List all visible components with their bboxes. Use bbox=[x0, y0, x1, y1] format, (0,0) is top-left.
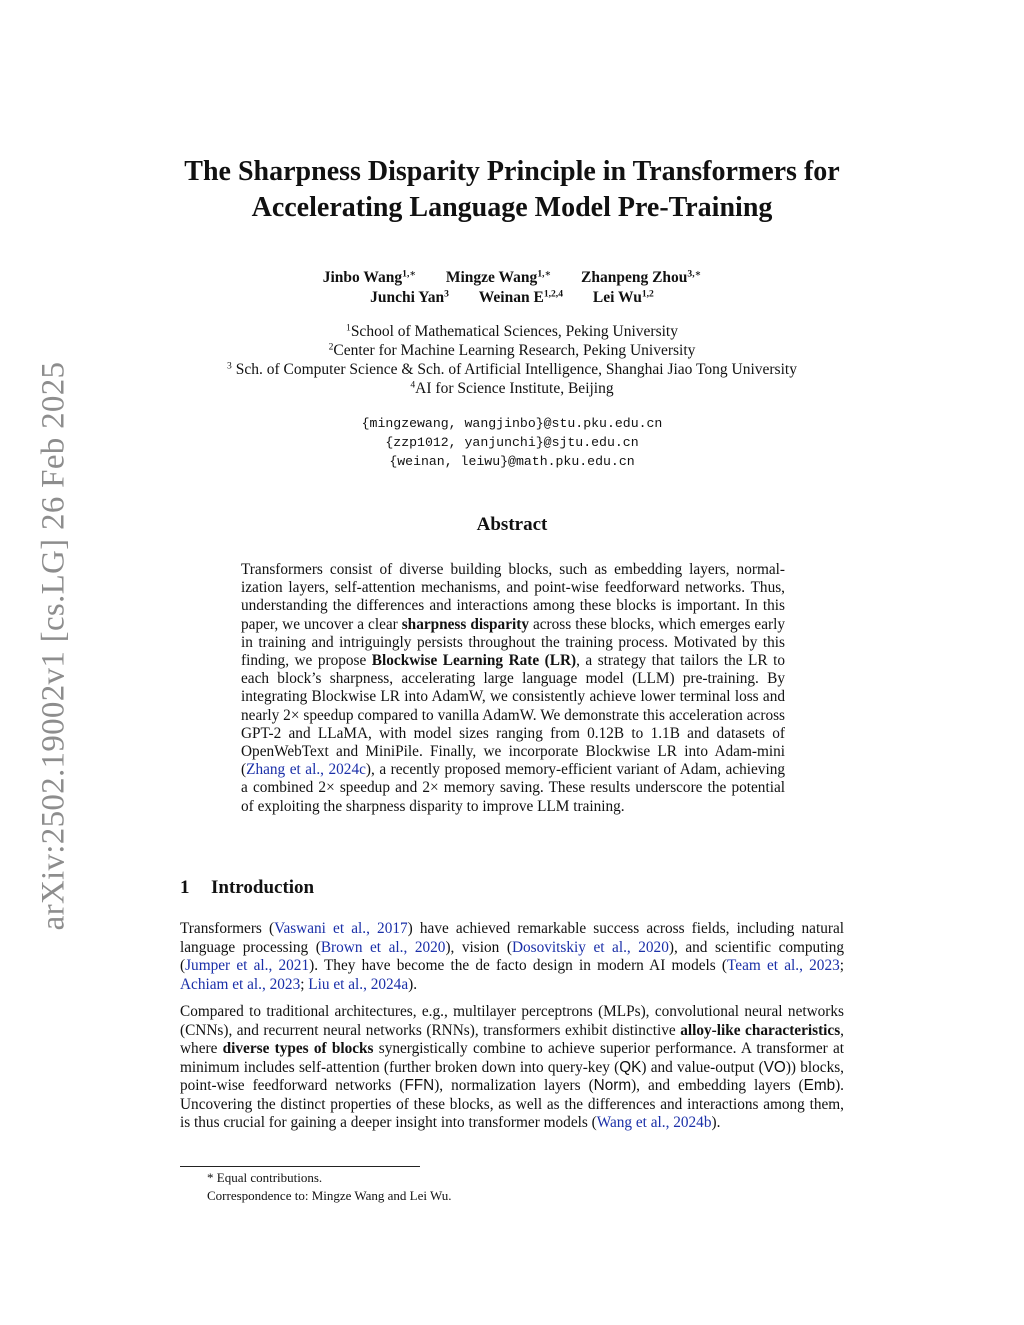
citation-link[interactable]: Team et al., 2023 bbox=[727, 957, 840, 974]
section-heading-introduction bbox=[180, 877, 314, 899]
paper-title bbox=[0, 154, 1024, 226]
section-title: Introduction bbox=[211, 877, 315, 898]
email-line: {mingzewang, wangjinbo}@stu.pku.edu.cn bbox=[361, 416, 663, 431]
intro-paragraph-1: Transformers (Vaswani et al., 2017) have achieved remarkable success across fields, including natural language processing (Brown et al., 2020), vision (Dosovitskiy et al., 2020), and scientific computing (Jumper et al., 2021). They have become the de facto design in modern AI models (Team et al., 2023; Achiam et al., 2023; Liu et al., 2024a). bbox=[180, 920, 845, 993]
emphasis-blockwise-lr: Blockwise Learning Rate (LR) bbox=[371, 652, 577, 670]
arxiv-identifier: arXiv:2502.19002v1 [cs.LG] 26 Feb 2025 bbox=[35, 361, 72, 931]
author-row-1 bbox=[0, 268, 1024, 288]
abstract-body: Transformers consist of diverse building blocks, such as embedding layers, normalization layers, self-attention mechanisms, and point-wise feedforward networks. Thus, understanding the differences and interactions among these blocks is important. In this paper, we uncover a clear sharpness disparity across these blocks, which emerges early in training and intriguingly persists throughout the training process. Motivated by this finding, we propose Blockwise Learning Rate (LR), a strategy that tailors the LR to each block’s sharpness, accelerating large language model (LLM) pre-training. By integrating Blockwise LR into AdamW, we consistently achieve lower terminal loss and nearly 2× speedup compared to vanilla AdamW. We demonstrate this acceleration across GPT-2 and LLaMA, with model sizes ranging from 0.12B to 1.1B and datasets of OpenWebText and MiniPile. Finally, we incorporate Blockwise LR into Adam-mini (Zhang et al., 2024c), a recently proposed memory-efficient variant of Adam, achieving a combined 2× speedup and 2× memory saving. These results underscore the potential of exploiting the sharpness disparity to improve LLM training. bbox=[241, 561, 785, 815]
footnotes bbox=[207, 1169, 452, 1204]
affiliation: $^4$AI for Science Institute, Beijing bbox=[410, 379, 614, 397]
title-line-1: The Sharpness Disparity Principle in Transformers for bbox=[184, 156, 840, 187]
author: Jinbo Wang$^{1,∗}$ bbox=[322, 268, 416, 286]
citation-link[interactable]: Achiam et al., 2023 bbox=[180, 975, 301, 993]
block-name-ffn: FFN bbox=[404, 1077, 435, 1094]
email-line: {weinan, leiwu}@math.pku.edu.cn bbox=[389, 454, 635, 469]
author: Mingze Wang$^{1,∗}$ bbox=[445, 268, 552, 286]
emphasis-alloy-like: alloy-like characteristics bbox=[680, 1021, 841, 1039]
block-name-qk: QK bbox=[619, 1058, 642, 1076]
affiliation: $^2$Center for Machine Learning Research, Peking University bbox=[328, 341, 696, 359]
email-list bbox=[0, 414, 1024, 471]
footnote-correspondence: Correspondence to: Mingze Wang and Lei Wu. bbox=[207, 1187, 452, 1203]
footnote-equal-contribution: * Equal contributions. bbox=[207, 1170, 323, 1185]
citation-link[interactable]: Dosovitskiy et al., 2020 bbox=[511, 938, 669, 956]
author: Lei Wu$^{1,2}$ bbox=[592, 288, 654, 306]
block-name-emb: Emb bbox=[803, 1077, 836, 1094]
email-line: {zzp1012, yanjunchi}@sjtu.edu.cn bbox=[385, 435, 639, 450]
citation-link[interactable]: Vaswani et al., 2017 bbox=[274, 920, 408, 937]
abstract-heading: Abstract bbox=[476, 514, 548, 535]
affiliations bbox=[0, 322, 1024, 398]
citation-link[interactable]: Brown et al., 2020 bbox=[320, 938, 446, 956]
author: Zhanpeng Zhou$^{3,∗}$ bbox=[581, 268, 702, 286]
block-name-vo: VO bbox=[763, 1058, 786, 1076]
emphasis-diverse-blocks: diverse types of blocks bbox=[222, 1040, 374, 1057]
author: Weinan E$^{1,2,4}$ bbox=[478, 288, 563, 306]
affiliation: $^3$ Sch. of Computer Science & Sch. of Artificial Intelligence, Shanghai Jiao Tong University bbox=[227, 360, 797, 378]
author: Junchi Yan$^3$ bbox=[370, 288, 449, 306]
citation-link[interactable]: Wang et al., 2024b bbox=[596, 1114, 712, 1131]
intro-paragraph-2: Compared to traditional architectures, e.g., multilayer perceptrons (MLPs), convolutional neural networks (CNNs), and recurrent neural networks (RNNs), transformers exhibit distinctive alloy-like characteristics, where diverse types of blocks synergistically combine to achieve superior performance. A transformer at minimum includes self-attention (further broken down into query-key (QK) and value-output (VO)) blocks, point-wise feedforward networks (FFN), normalization layers (Norm), and embedding layers (Emb). Uncovering the distinct properties of these blocks, as well as the differences and interactions among them, is thus crucial for gaining a deeper insight into transformer models (Wang et al., 2024b). bbox=[180, 1003, 845, 1131]
emphasis-sharpness-disparity: sharpness disparity bbox=[401, 615, 529, 633]
citation-link[interactable]: Jumper et al., 2021 bbox=[185, 957, 310, 974]
citation-link[interactable]: Liu et al., 2024a bbox=[308, 975, 409, 993]
author-row-2 bbox=[0, 288, 1024, 308]
section-number: 1 bbox=[180, 877, 190, 898]
author-list bbox=[0, 268, 1024, 308]
footnote-divider bbox=[180, 1166, 420, 1167]
title-line-2: Accelerating Language Model Pre-Training bbox=[251, 192, 773, 223]
block-name-norm: Norm bbox=[593, 1077, 632, 1094]
citation-link[interactable]: Zhang et al., 2024c bbox=[246, 761, 366, 779]
affiliation: $^1$School of Mathematical Sciences, Peking University bbox=[346, 322, 678, 340]
